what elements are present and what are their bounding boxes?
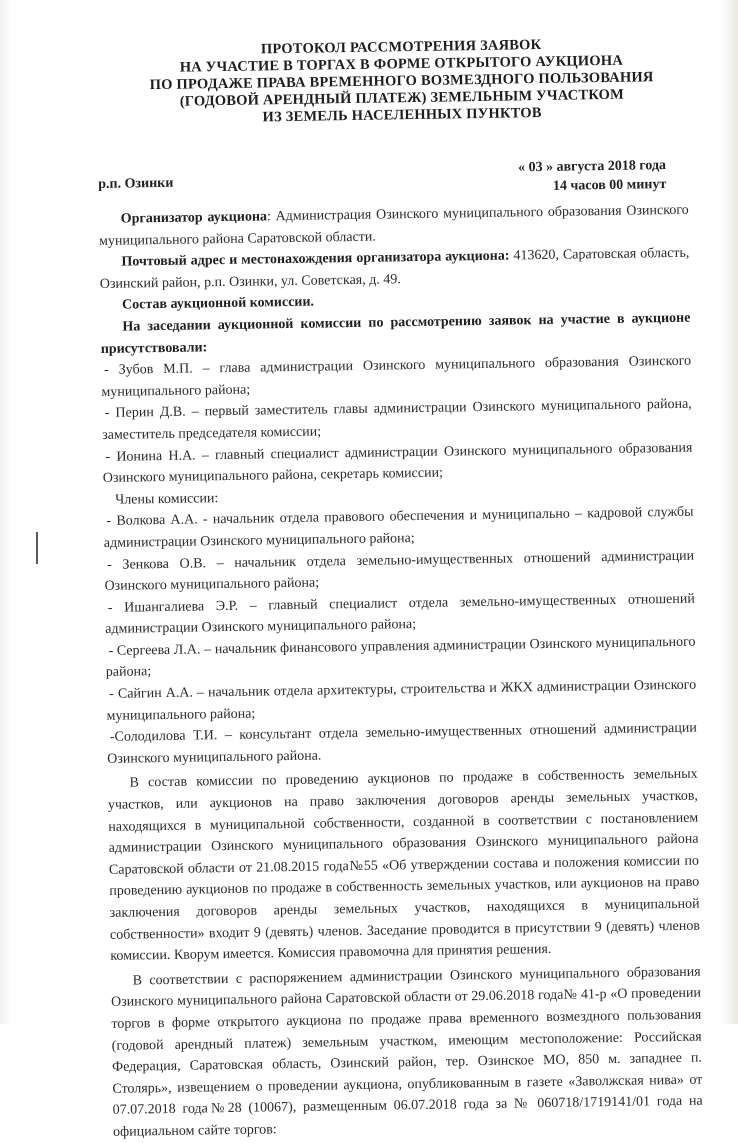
organizer-text: : Администрация Озинского муниципального образования Озинского муниципального района Саратовской области. [98, 202, 689, 249]
member-item: - Сергеева Л.А. – начальник финансового управления администрации Озинского муниципального района; [105, 634, 696, 681]
official-item: - Ионина Н.А. – главный специалист администрации Озинского муниципального образования Озинского муниципального района, секретарь комиссии; [102, 440, 693, 487]
composition-paragraph: В состав комиссии по проведению аукционов по продаже в собственность земельных участков, или аукционов на право заключения договоров аренды земельных участков, находящихся в муниципальной собственности, созданной в соответствии с постановлением администрации Озинского муниципального образования Озинского муниципального района Саратовской области от 21.08.2015 года№55 «Об утверждении состава и положения комиссии по проведению аукционов по продаже в собственность земельных участков, или аукционов на право заключения договоров аренды земельных участков, находящихся в муниципальной собственности» входит 9 (девять) членов. Заседание проводится в присутствии 9 (девять) членов комиссии. Кворум имеется. Комиссия правомочна для принятия решения. [107, 767, 701, 965]
title-line: НА УЧАСТИЕ В ТОРГАХ В ФОРМЕ ОТКРЫТОГО АУКЦИОНА [179, 52, 624, 76]
member-item: - Ишангалиева Э.Р. – главный специалист отдела земельно-имущественных отношений администрации Озинского муниципального района; [105, 591, 695, 638]
place-date-row [98, 156, 689, 207]
member-item: -Солодилова Т.И. – консультант отдела земельно-имущественных отношений администрации Озинского муниципального района. [107, 720, 697, 767]
scan-left-edge [0, 0, 12, 1024]
document-body [99, 200, 704, 1143]
address-label: Почтовый адрес и местонахождения организатора аукциона: [121, 248, 510, 270]
document-title [116, 35, 687, 129]
title-line: ПРОТОКОЛ РАССМОТРЕНИЯ ЗАЯВОК [260, 37, 542, 58]
order-paragraph: В соответствии с распоряжением администрации Озинского муниципального образования Озинского муниципального района Саратовской области от 29.06.2018 года№ 41-р «О проведении торгов в форме открытого аукциона по продаже права временного возмездного пользования (годовой арендный платеж) земельным участком, имеющим местоположение: Российская Федерация, Саратовская область, Озинский район, тер. Озинское МО, 850 м. западнее п. Столярь», извещением о проведении аукциона, опубликованным в газете «Заволжская нива» от 07.07.2018 года№28 (10067), размещенным 06.07.2018 года за № 060718/1719141/01 года на официальном сайте торгов: [110, 964, 703, 1140]
member-item: - Сайгин А.А. – начальник отдела архитектуры, строительства и ЖКХ администрации Озинского муниципального района; [106, 677, 697, 724]
commission-heading: Состав аукционной комиссии. [121, 294, 315, 313]
official-item: - Перин Д.В. – первый заместитель главы администрации Озинского муниципального района, заместитель председателя комиссии; [102, 397, 692, 443]
scan-right-edge [720, 0, 738, 1024]
time: 14 часов 00 минут [552, 177, 667, 194]
title-line: (ГОДОВОЙ АРЕНДНЫЙ ПЛАТЕЖ) ЗЕМЕЛЬНЫМ УЧАСТКОМ [179, 86, 625, 110]
place: р.п. Озинки [98, 175, 174, 192]
document-page [96, 35, 703, 1143]
title-line: ИЗ ЗЕМЕЛЬ НАСЕЛЕННЫХ ПУНКТОВ [262, 105, 542, 126]
date-time-block [518, 156, 667, 196]
organizer-label: Организатор аукциона [120, 209, 268, 227]
members-label: Члены комиссии: [115, 490, 219, 508]
official-item: - Зубов М.П. – глава администрации Озинского муниципального образования Озинского муниципального района; [101, 353, 692, 400]
present-heading: На заседании аукционной комиссии по рассмотрению заявок на участие в аукционе присутствовали: [100, 310, 691, 357]
member-item: - Волкова А.А. - начальник отдела правового обеспечения и муниципально – кадровой службы администрации Озинского муниципального района; [103, 504, 694, 551]
address-text: 413620, Саратовская область, Озинский район, р.п. Озинки, ул. Советская, д. 49. [99, 245, 690, 292]
member-item: - Зенкова О.В. – начальник отдела земельно-имущественных отношений администрации Озинского муниципального района; [104, 548, 695, 595]
margin-pen-mark [36, 532, 38, 564]
title-line: ПО ПРОДАЖЕ ПРАВА ВРЕМЕННОГО ВОЗМЕЗДНОГО ПОЛЬЗОВАНИЯ [149, 69, 654, 94]
date: « 03 » августа 2018 года [517, 158, 667, 176]
